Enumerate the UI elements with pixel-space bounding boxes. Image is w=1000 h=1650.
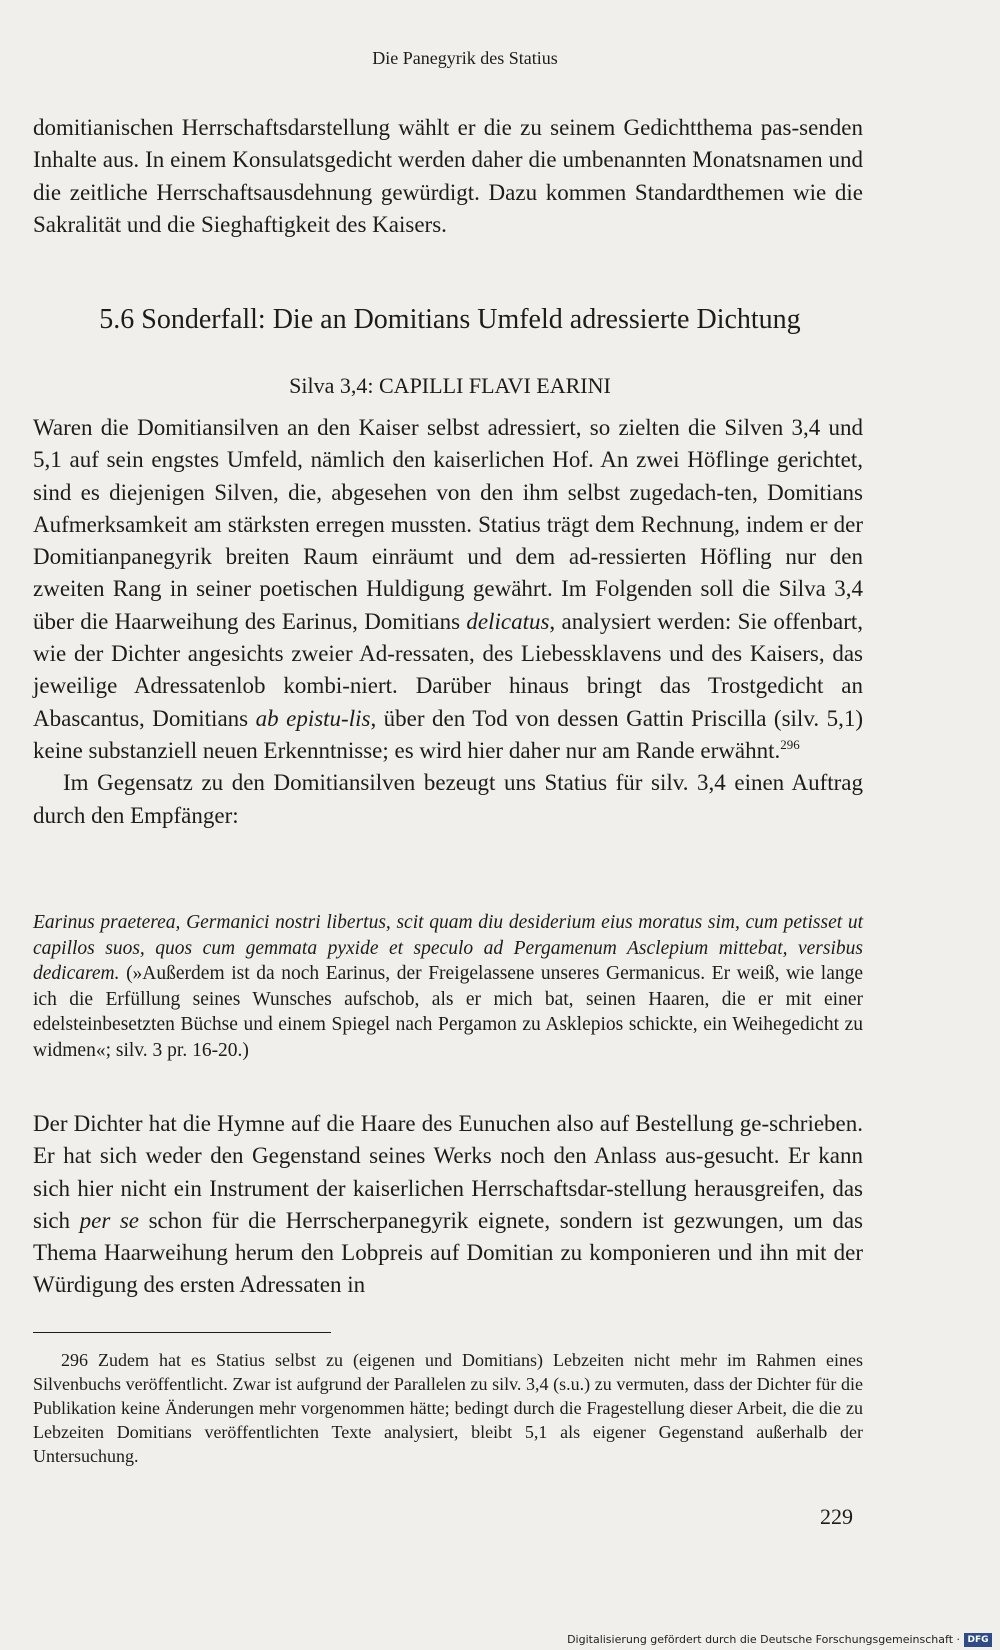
running-head: Die Panegyrik des Statius: [372, 48, 558, 68]
para1-italic-delicatus: delicatus: [466, 608, 550, 634]
section-heading: 5.6 Sonderfall: Die an Domitians Umfeld adressierte Dichtung: [99, 304, 801, 335]
para3-text-2: schon für die Herrscherpanegyrik eignete, sondern ist gezwungen, um das Thema Haarweihung herum den Lobpreis auf Domitian zu komponieren und ihn mit der Würdigung des ersten Adressaten in: [33, 1207, 864, 1298]
main-paragraph-3: [33, 1108, 863, 1302]
page-number: 229: [820, 1504, 853, 1529]
intro-text: domitianischen Herrschaftsdarstellung wählt er die zu seinem Gedichtthema pas-senden Inhalte aus. In einem Konsulatsgedicht werden daher die umbenannten Monatsnamen und die zeitliche Herrschaftsausdehnung gewürdigt. Dazu kommen Standardthemen wie die Sakralität und die Sieghaftigkeit des Kaisers.: [33, 115, 863, 237]
para1-text-1: Waren die Domitiansilven an den Kaiser selbst adressiert, so zielten die Silven 3,4 und 5,1 auf sein engstes Umfeld, nämlich den kaiserlichen Hof. An zwei Höflinge gerichtet, sind es diejenigen Silven, die, abgesehen von den ihm selbst zugedach-ten, Domitians Aufmerksamkeit am stärksten erregen mussten. Statius trägt dem Rechnung, indem er der Domitianpanegyrik breiten Raum einräumt und dem ad-ressierten Höfling nur den zweiten Rang in seiner poetischen Huldigung gewährt. Im Folgenden soll die Silva 3,4 über die Haarweihung des Earinus, Domitians: [33, 415, 863, 634]
block-quote: [33, 910, 863, 1064]
quote-latin: Earinus praeterea, Germanici nostri libertus, scit quam diu desiderium eius moratus sim, cum petisset ut capillos suos, quos cum gemmata pyxide et speculo ad Pergamenum Asclepium mittebat, versibus dedicarem.: [33, 912, 863, 985]
funding-note: Digitalisierung gefördert durch die Deutsche Forschungsgemeinschaft ·: [567, 1633, 960, 1646]
dfg-logo: DFG: [964, 1633, 992, 1647]
subheading: Silva 3,4: CAPILLI FLAVI EARINI: [289, 373, 611, 398]
main-paragraph-1: [33, 412, 863, 832]
footnote-rule: [33, 1332, 331, 1333]
para3-text-1: Der Dichter hat die Hymne auf die Haare des Eunuchen also auf Bestellung ge-schrieben. Er hat sich weder den Gegenstand seines Werks noch den Anlass aus-gesucht. Er kann sich hier nicht ein Instrument der kaiserlichen Herrschaftsdar-stellung herausgreifen, das sich: [33, 1111, 863, 1233]
footnote-296: [33, 1348, 863, 1468]
footnote-reference[interactable]: 296: [780, 736, 800, 752]
para3-italic-per-se: per se: [79, 1207, 139, 1233]
main-paragraph-2: Im Gegensatz zu den Domitiansilven bezeugt uns Statius für silv. 3,4 einen Auftrag durch den Empfänger:: [33, 770, 863, 828]
footnote-number: 296: [61, 1350, 88, 1370]
para1-text-3: , über den Tod von dessen Gattin Priscilla (silv. 5,1) keine substanziell neuen Erkenntnisse; es wird hier daher nur am Rande erwähnt.: [33, 705, 863, 763]
para1-italic-ab-epistulis: ab epistu-lis: [255, 705, 371, 731]
footnote-text: Zudem hat es Statius selbst zu (eigenen und Domitians) Lebzeiten nicht mehr im Rahmen eines Silvenbuchs veröffentlicht. Zwar ist aufgrund der Parallelen zu silv. 3,4 (s.u.) zu vermuten, dass der Dichter für die Publikation keine Änderungen mehr vorgenommen hätte; bedingt durch die Fragestellung dieser Arbeit, die die zu Lebzeiten Domitians veröffentlichten Texte analysiert, bleibt 5,1 als eigener Gegenstand außerhalb der Untersuchung.: [33, 1350, 863, 1466]
quote-german: (»Außerdem ist da noch Earinus, der Freigelassene unseres Germanicus. Er weiß, wie lange ich die Erfüllung seines Wunsches aufschob, als er mich bat, seinen Haaren, die er mit einer edelsteinbesetzten Büchse und einem Spiegel nach Pergamon zu Asklepios schickte, ein Weihegedicht zu widmen«; silv. 3 pr. 16-20.): [33, 963, 864, 1061]
intro-paragraph: [33, 112, 863, 241]
para1-text-2: , analysiert werden: Sie offenbart, wie der Dichter angesichts zweier Ad-ressaten, des Liebessklavens und des Kaisers, das jeweilige Adressatenlob kombi-niert. Darüber hinaus bringt das Trostgedicht an Abascantus, Domitians: [33, 608, 864, 731]
